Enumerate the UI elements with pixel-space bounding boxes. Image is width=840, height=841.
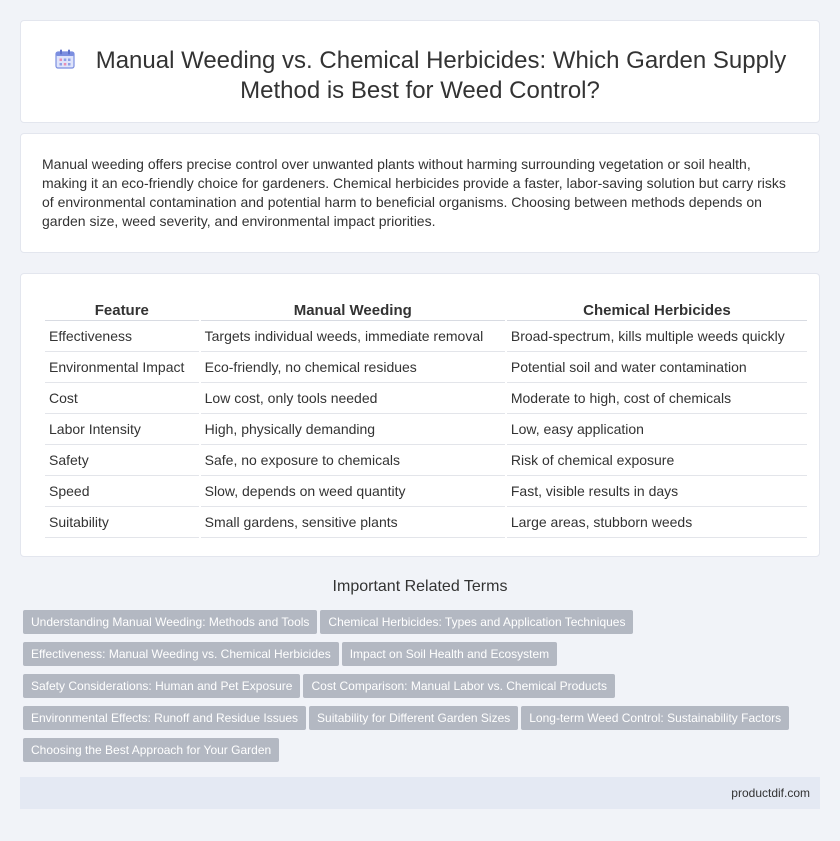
- feature-cell: Suitability: [45, 507, 199, 538]
- chemical-cell: Fast, visible results in days: [507, 476, 807, 507]
- footer-site-link[interactable]: productdif.com: [731, 786, 810, 800]
- tag-row: [23, 674, 813, 706]
- related-terms-list: [23, 610, 813, 770]
- tag-row: [23, 706, 813, 738]
- page-title: Manual Weeding vs. Chemical Herbicides: Which Garden Supply Method is Best for Weed Control?: [95, 47, 787, 104]
- tag-row: [23, 642, 813, 674]
- header-manual-weeding: Manual Weeding: [201, 296, 505, 321]
- feature-cell: Speed: [45, 476, 199, 507]
- related-term-tag[interactable]: Effectiveness: Manual Weeding vs. Chemical Herbicides: [23, 642, 339, 666]
- manual-cell: Small gardens, sensitive plants: [201, 507, 505, 538]
- calendar-icon: [54, 48, 76, 70]
- related-term-tag[interactable]: Long-term Weed Control: Sustainability Factors: [521, 706, 789, 730]
- header-chemical-herbicides: Chemical Herbicides: [507, 296, 807, 321]
- related-terms-heading: Important Related Terms: [332, 578, 508, 595]
- title-card: [20, 20, 820, 123]
- header-feature: Feature: [45, 296, 199, 321]
- related-term-tag[interactable]: Cost Comparison: Manual Labor vs. Chemical Products: [303, 674, 614, 698]
- table-row: [45, 383, 807, 414]
- related-term-tag[interactable]: Choosing the Best Approach for Your Garden: [23, 738, 279, 762]
- manual-cell: Low cost, only tools needed: [201, 383, 505, 414]
- table-header-row: [45, 296, 807, 321]
- chemical-cell: Moderate to high, cost of chemicals: [507, 383, 807, 414]
- related-term-tag[interactable]: Safety Considerations: Human and Pet Exposure: [23, 674, 300, 698]
- chemical-cell: Broad-spectrum, kills multiple weeds quickly: [507, 321, 807, 352]
- tag-row: [23, 610, 813, 642]
- chemical-cell: Potential soil and water contamination: [507, 352, 807, 383]
- feature-cell: Labor Intensity: [45, 414, 199, 445]
- intro-card: [20, 133, 820, 253]
- tag-row: [23, 738, 813, 770]
- related-term-tag[interactable]: Understanding Manual Weeding: Methods and Tools: [23, 610, 317, 634]
- manual-cell: Targets individual weeds, immediate removal: [201, 321, 505, 352]
- chemical-cell: Large areas, stubborn weeds: [507, 507, 807, 538]
- feature-cell: Cost: [45, 383, 199, 414]
- table-row: [45, 414, 807, 445]
- manual-cell: Eco-friendly, no chemical residues: [201, 352, 505, 383]
- comparison-table: [43, 296, 809, 538]
- table-row: [45, 507, 807, 538]
- related-term-tag[interactable]: Impact on Soil Health and Ecosystem: [342, 642, 557, 666]
- feature-cell: Environmental Impact: [45, 352, 199, 383]
- table-row: [45, 352, 807, 383]
- manual-cell: Slow, depends on weed quantity: [201, 476, 505, 507]
- intro-paragraph: Manual weeding offers precise control over unwanted plants without harming surrounding vegetation or soil health, making it an eco-friendly choice for gardeners. Chemical herbicides provide a faster, labor-saving solution but carry risks of environmental contamination and potential harm to beneficial organisms. Choosing between methods depends on garden size, weed severity, and environmental impact priorities.: [42, 156, 786, 229]
- chemical-cell: Risk of chemical exposure: [507, 445, 807, 476]
- chemical-cell: Low, easy application: [507, 414, 807, 445]
- feature-cell: Effectiveness: [45, 321, 199, 352]
- feature-cell: Safety: [45, 445, 199, 476]
- table-row: [45, 476, 807, 507]
- table-row: [45, 321, 807, 352]
- manual-cell: Safe, no exposure to chemicals: [201, 445, 505, 476]
- comparison-card: [20, 273, 820, 557]
- related-term-tag[interactable]: Environmental Effects: Runoff and Residue Issues: [23, 706, 306, 730]
- footer: [20, 777, 820, 809]
- page-title-wrap: [21, 46, 819, 106]
- manual-cell: High, physically demanding: [201, 414, 505, 445]
- related-term-tag[interactable]: Suitability for Different Garden Sizes: [309, 706, 518, 730]
- table-row: [45, 445, 807, 476]
- related-term-tag[interactable]: Chemical Herbicides: Types and Application Techniques: [320, 610, 633, 634]
